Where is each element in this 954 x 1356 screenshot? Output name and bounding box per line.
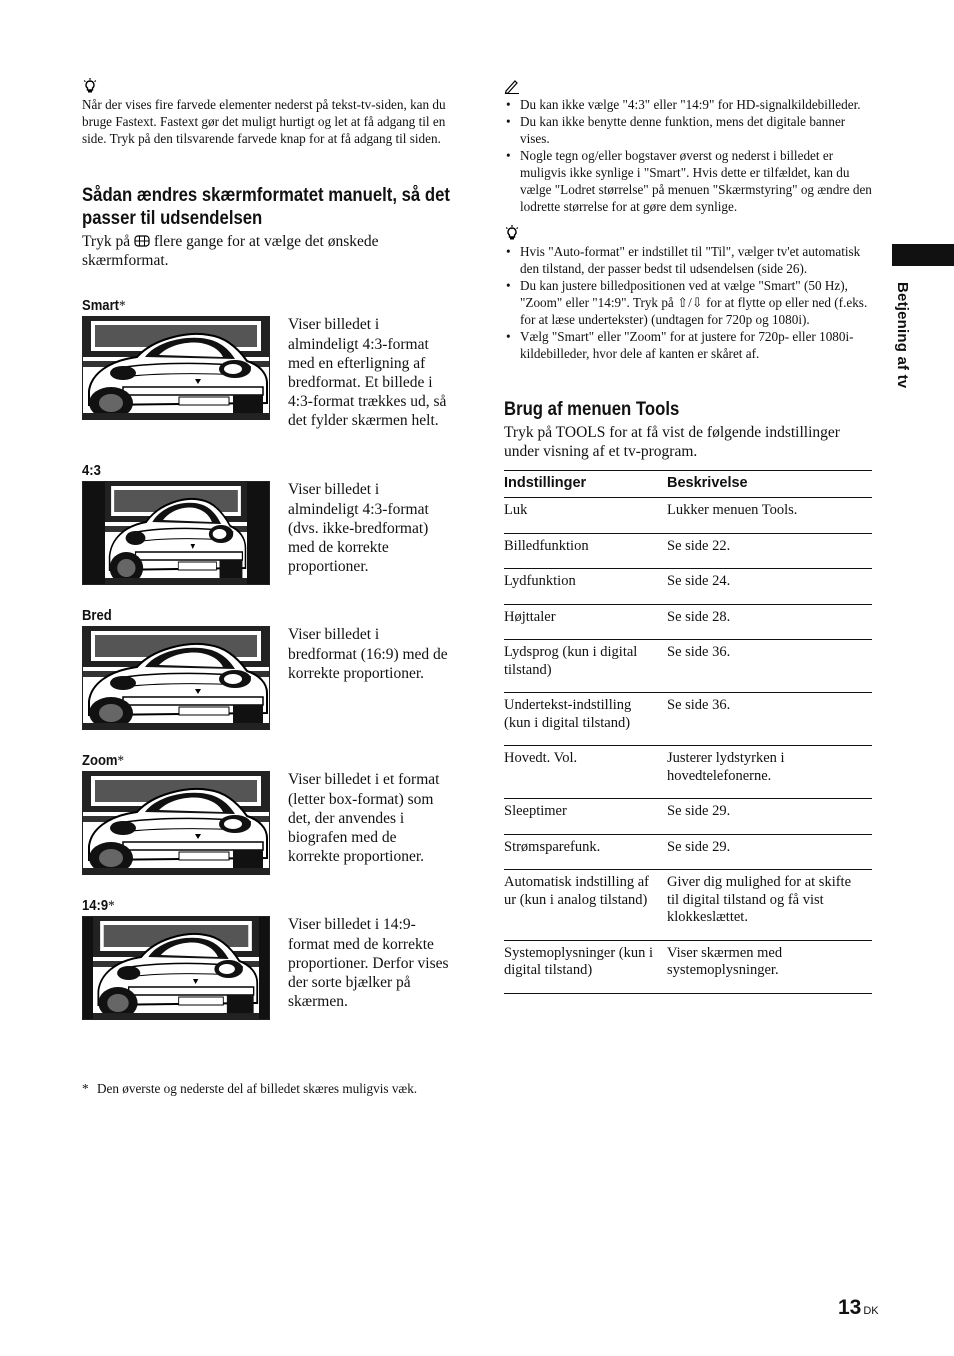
table-cell: Luk	[504, 498, 667, 534]
section-heading-tools-menu: Brug af menuen Tools	[504, 399, 680, 420]
mode-label-14-9: 14:9*	[82, 898, 115, 915]
mode-zoom	[82, 770, 450, 900]
mode-4-3	[82, 480, 450, 610]
section-tab-marker	[892, 244, 954, 266]
mode-description: Viser billedet i almindeligt 4:3-format med en efterligning af bredformat. Et billede i 4:3-format trækkes ud, så det fylder skærmen helt.	[288, 316, 447, 430]
table-cell: Se side 28.	[667, 604, 872, 640]
list-item: • Du kan justere billedpositionen ved at vælge "Smart" (50 Hz), "Zoom" eller "14:9". Tryk på ⇧/⇩ for at flytte op eller ned (f.eks. for at læse undertekster) (undtagen for 720p og 1080i).	[504, 277, 872, 328]
table-cell: Lukker menuen Tools.	[667, 498, 872, 534]
left-column	[82, 78, 450, 1025]
page-number: 13 DK	[838, 1296, 879, 1319]
footnote: * Den øverste og nederste del af billedet skæres muligvis væk.	[82, 1081, 418, 1096]
tips-list	[504, 243, 872, 362]
table-cell: Lydfunktion	[504, 569, 667, 605]
section-heading-screen-format: Sådan ændres skærmformatet manuelt, så det passer til udsendelsen	[82, 185, 450, 229]
pencil-note-icon	[504, 78, 520, 94]
list-item: • Nogle tegn og/eller bogstaver øverst og nederst i billedet er muligvis ikke synlige i "Smart". Hvis dette er tilfældet, kan du vælge "Lodret størrelse" på menuen "Skærmstyring" og ændre den lodrette størrelse for at gøre dem synlige.	[504, 147, 872, 215]
table-cell: Se side 22.	[667, 533, 872, 569]
right-column	[504, 78, 872, 994]
table-cell: Automatisk indstilling af ur (kun i analog tilstand)	[504, 870, 667, 941]
mode-description: Viser billedet i 14:9-format med de korrekte proportioner. Derfor vises der sorte bjælker på skærmen.	[288, 916, 449, 1011]
smart-format-picture	[82, 316, 270, 420]
table-row	[504, 498, 872, 534]
mode-label-smart: Smart*	[82, 298, 126, 315]
wide-mode-button-icon	[134, 235, 150, 247]
table-cell: Se side 36.	[667, 640, 872, 693]
table-cell: Undertekst-indstilling (kun i digital tilstand)	[504, 693, 667, 746]
wide-format-picture	[82, 626, 270, 730]
table-cell: Billedfunktion	[504, 533, 667, 569]
table-cell: Hovedt. Vol.	[504, 746, 667, 799]
table-cell: Strømsparefunk.	[504, 834, 667, 870]
table-row	[504, 533, 872, 569]
lightbulb-icon	[504, 225, 520, 241]
table-row	[504, 746, 872, 799]
table-row	[504, 940, 872, 993]
mode-description: Viser billedet i bredformat (16:9) med de korrekte proportioner.	[288, 626, 448, 682]
table-header-row	[504, 471, 872, 498]
screen-format-intro: Tryk på flere gange for at vælge det ønskede skærmformat.	[82, 233, 379, 270]
list-item: • Du kan ikke benytte denne funktion, mens det digitale banner vises.	[504, 113, 872, 147]
lightbulb-icon	[82, 78, 98, 94]
14-9-format-picture	[82, 916, 270, 1020]
table-cell: Se side 24.	[667, 569, 872, 605]
table-row	[504, 604, 872, 640]
column-header-settings: Indstillinger	[504, 471, 667, 498]
zoom-format-picture	[82, 771, 270, 875]
table-row	[504, 799, 872, 835]
tools-table	[504, 470, 872, 994]
tools-intro: Tryk på TOOLS for at få vist de følgende indstillinger under visning af et tv-program.	[504, 424, 840, 461]
list-item: • Du kan ikke vælge "4:3" eller "14:9" for HD-signalkildebilleder.	[504, 96, 872, 113]
table-row	[504, 640, 872, 693]
table-cell: Justerer lydstyrken i hovedtelefonerne.	[667, 746, 872, 799]
table-row	[504, 693, 872, 746]
table-cell: Se side 29.	[667, 834, 872, 870]
fastext-tip: Når der vises fire farvede elementer nederst på tekst-tv-siden, kan du bruge Fastext. Fastext gør det muligt hurtigt og let at få adgang til en side. Tryk på den tilsvarende farvede knap for at få adgang til siden.	[82, 97, 446, 146]
table-cell: Højttaler	[504, 604, 667, 640]
list-item: • Hvis "Auto-format" er indstillet til "Til", vælger tv'et automatisk den tilstand, der passer bedst til udsendelsen (side 26).	[504, 243, 872, 277]
table-row	[504, 834, 872, 870]
notes-list	[504, 96, 872, 215]
mode-14-9	[82, 915, 450, 1025]
table-cell: Giver dig mulighed for at skifte til digital tilstand og få vist klokkeslættet.	[667, 870, 872, 941]
mode-smart	[82, 315, 450, 465]
mode-label-bred: Bred	[82, 608, 112, 625]
mode-bred	[82, 625, 450, 755]
table-row	[504, 870, 872, 941]
4-3-format-picture	[82, 481, 270, 585]
table-cell: Sleeptimer	[504, 799, 667, 835]
list-item: • Vælg "Smart" eller "Zoom" for at justere for 720p- eller 1080i-kildebilleder, hvor dele af kanten er skåret af.	[504, 328, 872, 362]
table-cell: Lydsprog (kun i digital tilstand)	[504, 640, 667, 693]
section-tab-label: Betjening af tv	[894, 282, 911, 389]
column-header-description: Beskrivelse	[667, 471, 872, 498]
mode-description: Viser billedet i almindeligt 4:3-format (dvs. ikke-bredformat) med de korrekte proportioner.	[288, 481, 429, 576]
table-cell: Se side 36.	[667, 693, 872, 746]
table-cell: Viser skærmen med systemoplysninger.	[667, 940, 872, 993]
table-cell: Se side 29.	[667, 799, 872, 835]
mode-label-4-3: 4:3	[82, 463, 101, 480]
mode-label-zoom: Zoom*	[82, 753, 125, 770]
table-row	[504, 569, 872, 605]
mode-description: Viser billedet i et format (letter box-format) som det, der anvendes i biografen med de korrekte proportioner.	[288, 771, 440, 866]
table-cell: Systemoplysninger (kun i digital tilstand)	[504, 940, 667, 993]
